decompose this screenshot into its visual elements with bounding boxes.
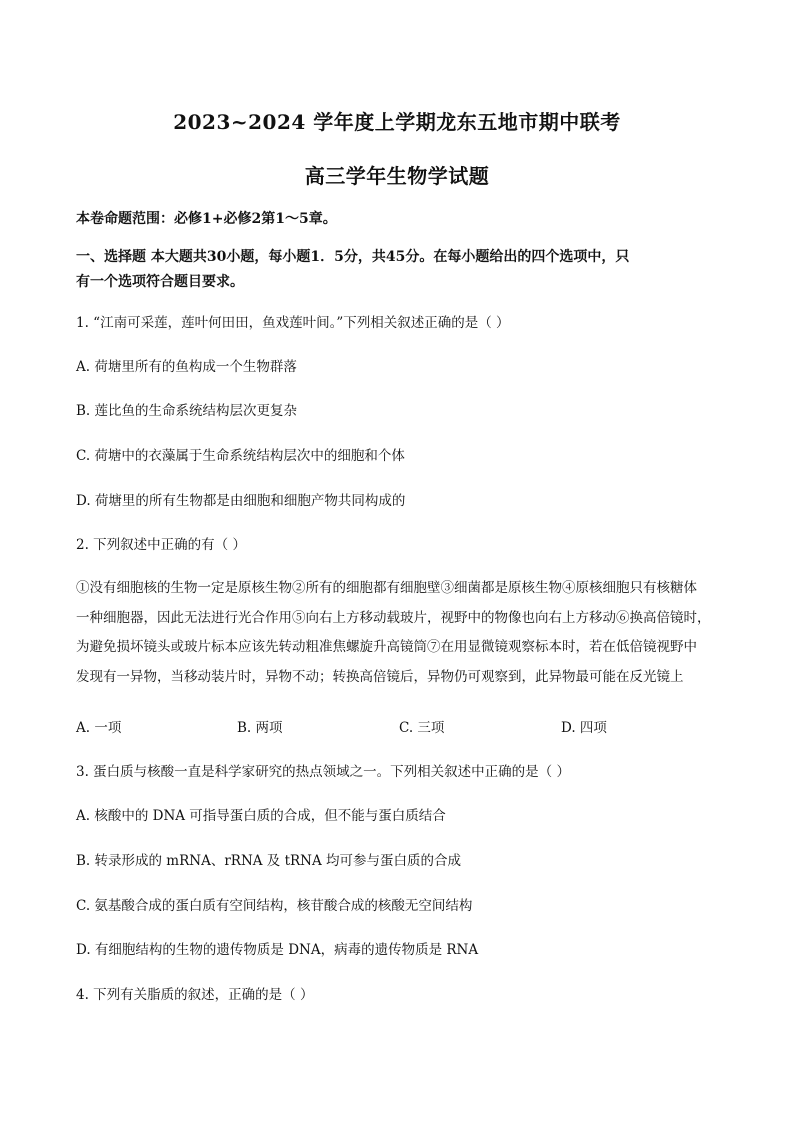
question-3-option-a: A. 核酸中的 DNA 可指导蛋白质的合成，但不能与蛋白质结合 <box>76 808 446 824</box>
question-2-body <box>76 574 721 692</box>
question-1-option-a: A. 荷塘里所有的鱼构成一个生物群落 <box>76 359 297 375</box>
question-2-body-line: 一种细胞器，因此无法进行光合作用⑤向右上方移动载玻片，视野中的物像也向右上方移动⑥换高倍镜时， <box>76 609 711 626</box>
question-1-option-d: D. 荷塘里的所有生物都是由细胞和细胞产物共同构成的 <box>76 493 406 509</box>
exam-subtitle: 高三学年生物学试题 <box>304 164 490 188</box>
question-2-body-line: 为避免损坏镜头或玻片标本应该先转动粗准焦螺旋升高镜筒⑦在用显微镜观察标本时，若在低倍镜视野中 <box>76 639 697 656</box>
section-heading-line1: 一、选择题 本大题共30小题，每小题1．5分，共45分。在每小题给出的四个选项中，只 <box>76 249 630 265</box>
question-1-stem: 1. “江南可采莲，莲叶何田田，鱼戏莲叶间。”下列相关叙述正确的是（ ） <box>76 315 510 331</box>
question-2-body-line: ①没有细胞核的生物一定是原核生物②所有的细胞都有细胞壁③细菌都是原核生物④原核细胞只有核糖体 <box>76 580 697 596</box>
question-3-option-b: B. 转录形成的 mRNA、rRNA 及 tRNA 均可参与蛋白质的合成 <box>76 853 462 869</box>
scope-statement: 本卷命题范围：必修1+必修2第1～5章。 <box>76 211 337 227</box>
question-3-stem: 3. 蛋白质与核酸一直是科学家研究的热点领域之一。下列相关叙述中正确的是（ ） <box>76 764 570 780</box>
question-1-option-b: B. 莲比鱼的生命系统结构层次更复杂 <box>76 403 298 419</box>
question-3-option-d: D. 有细胞结构的生物的遗传物质是 DNA，病毒的遗传物质是 RNA <box>76 942 479 958</box>
question-4-stem: 4. 下列有关脂质的叙述，正确的是（ ） <box>76 987 314 1003</box>
exam-title: 2023~2024 学年度上学期龙东五地市期中联考 <box>173 110 621 134</box>
section-heading-line2: 有一个选项符合题目要求。 <box>76 274 244 290</box>
question-2-option-a: A. 一项 <box>76 720 122 736</box>
question-2-option-c: C. 三项 <box>399 720 445 736</box>
question-3-option-c: C. 氨基酸合成的蛋白质有空间结构，核苷酸合成的核酸无空间结构 <box>76 898 473 914</box>
question-2-stem: 2. 下列叙述中正确的有（ ） <box>76 537 246 553</box>
question-2-option-b: B. 两项 <box>237 720 283 736</box>
question-1-option-c: C. 荷塘中的衣藻属于生命系统结构层次中的细胞和个体 <box>76 448 405 464</box>
question-2-option-d: D. 四项 <box>561 720 607 736</box>
question-2-body-line: 发现有一异物，当移动装片时，异物不动；转换高倍镜后，异物仍可观察到，此异物最可能在反光镜上 <box>76 668 684 685</box>
